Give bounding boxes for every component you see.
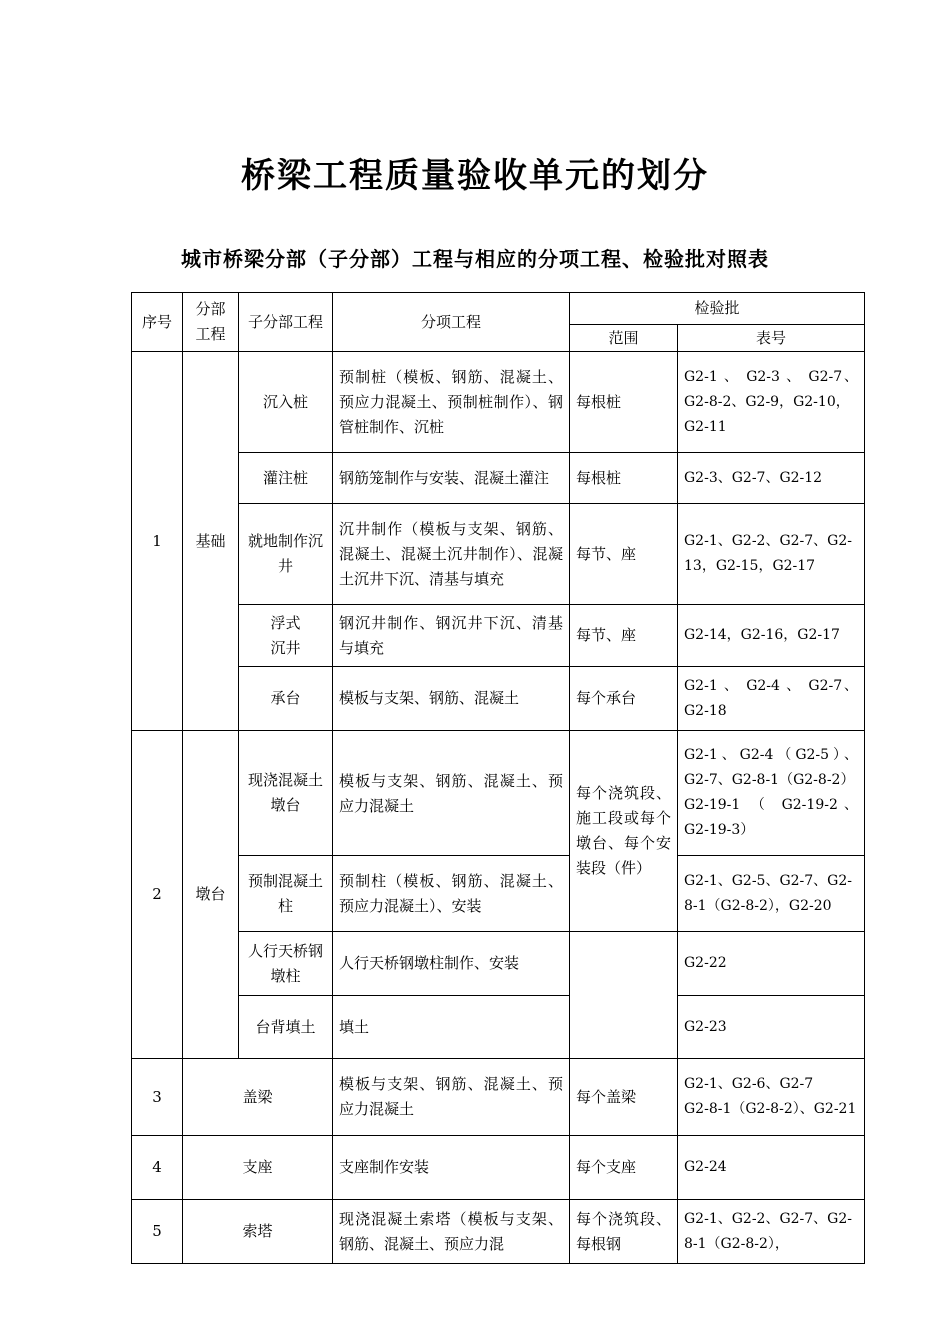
row-form: G2-1、G2-2、G2-7、G2-13，G2-15，G2-17 xyxy=(678,504,865,605)
row-scope: 每个浇筑段、每根钢 xyxy=(570,1200,678,1264)
row-item: 人行天桥钢墩柱制作、安装 xyxy=(333,932,570,996)
row-subdivision: 预制混凝土柱 xyxy=(239,856,333,932)
row-item: 现浇混凝土索塔（模板与支架、钢筋、混凝土、预应力混 xyxy=(333,1200,570,1264)
header-form: 表号 xyxy=(678,325,865,352)
row-no: 2 xyxy=(132,731,183,1059)
row-form: G2-24 xyxy=(678,1136,865,1200)
row-division: 墩台 xyxy=(183,731,239,1059)
row-scope-empty xyxy=(570,996,678,1059)
row-item: 模板与支架、钢筋、混凝土、预应力混凝土 xyxy=(333,731,570,856)
row-form: G2-1、G2-4（G2-5）、G2-7、G2-8-1（G2-8-2） G2-19-1 （ G2-19-2、G2-19-3） xyxy=(678,731,865,856)
row-scope: 每个承台 xyxy=(570,667,678,731)
row-subdivision: 浮式 沉井 xyxy=(239,605,333,667)
header-item: 分项工程 xyxy=(333,293,570,352)
row-item: 支座制作安装 xyxy=(333,1136,570,1200)
header-batch: 检验批 xyxy=(570,293,865,325)
table-row xyxy=(132,996,865,1059)
row-division: 基础 xyxy=(183,352,239,731)
row-no: 4 xyxy=(132,1136,183,1200)
row-scope-empty xyxy=(570,932,678,996)
row-division: 支座 xyxy=(183,1136,333,1200)
row-scope: 每节、座 xyxy=(570,605,678,667)
table-row xyxy=(132,1136,865,1200)
header-subdivision: 子分部工程 xyxy=(239,293,333,352)
row-form: G2-1 、 G2-3 、 G2-7、G2-8-2、G2-9，G2-10， G2-11 xyxy=(678,352,865,453)
row-no: 5 xyxy=(132,1200,183,1264)
table-row xyxy=(132,856,865,932)
row-form: G2-1、G2-6、G2-7 G2-8-1（G2-8-2）、G2-21 xyxy=(678,1059,865,1136)
table-row xyxy=(132,1059,865,1136)
division-table xyxy=(131,292,865,1264)
row-scope: 每个支座 xyxy=(570,1136,678,1200)
row-item: 模板与支架、钢筋、混凝土 xyxy=(333,667,570,731)
row-form: G2-22 xyxy=(678,932,865,996)
row-division: 盖梁 xyxy=(183,1059,333,1136)
row-scope: 每节、座 xyxy=(570,504,678,605)
row-item: 沉井制作（模板与支架、钢筋、混凝土、混凝土沉井制作）、混凝土沉井下沉、清基与填充 xyxy=(333,504,570,605)
row-no: 3 xyxy=(132,1059,183,1136)
row-subdivision: 就地制作沉井 xyxy=(239,504,333,605)
row-form: G2-1、G2-2、G2-7、G2-8-1（G2-8-2）， xyxy=(678,1200,865,1264)
header-scope: 范围 xyxy=(570,325,678,352)
row-scope: 每个浇筑段、施工段或每个墩台、每个安装段（件） xyxy=(570,731,678,932)
table-row xyxy=(132,453,865,504)
table-row xyxy=(132,667,865,731)
row-form: G2-14，G2-16，G2-17 xyxy=(678,605,865,667)
row-item: 填土 xyxy=(333,996,570,1059)
table-row xyxy=(132,932,865,996)
row-subdivision: 人行天桥钢墩柱 xyxy=(239,932,333,996)
row-scope: 每根桩 xyxy=(570,352,678,453)
row-division: 索塔 xyxy=(183,1200,333,1264)
table-row xyxy=(132,352,865,453)
row-form: G2-3、G2-7、G2-12 xyxy=(678,453,865,504)
row-form: G2-23 xyxy=(678,996,865,1059)
table-row xyxy=(132,1200,865,1264)
table-row xyxy=(132,731,865,856)
row-subdivision: 沉入桩 xyxy=(239,352,333,453)
row-no: 1 xyxy=(132,352,183,731)
row-subdivision: 现浇混凝土墩台 xyxy=(239,731,333,856)
header-division: 分部工程 xyxy=(183,293,239,352)
row-scope: 每个盖梁 xyxy=(570,1059,678,1136)
row-form: G2-1、G2-5、G2-7、G2-8-1（G2-8-2），G2-20 xyxy=(678,856,865,932)
header-no: 序号 xyxy=(132,293,183,352)
row-subdivision: 台背填土 xyxy=(239,996,333,1059)
row-subdivision: 承台 xyxy=(239,667,333,731)
page-title: 桥梁工程质量验收单元的划分 xyxy=(241,156,709,196)
row-item: 预制柱（模板、钢筋、混凝土、预应力混凝土）、安装 xyxy=(333,856,570,932)
row-form: G2-1 、 G2-4 、 G2-7、G2-18 xyxy=(678,667,865,731)
row-scope: 每根桩 xyxy=(570,453,678,504)
table-row xyxy=(132,504,865,605)
row-item: 钢筋笼制作与安装、混凝土灌注 xyxy=(333,453,570,504)
row-subdivision: 灌注桩 xyxy=(239,453,333,504)
row-item: 钢沉井制作、钢沉井下沉、清基与填充 xyxy=(333,605,570,667)
row-item: 模板与支架、钢筋、混凝土、预应力混凝土 xyxy=(333,1059,570,1136)
row-item: 预制桩（模板、钢筋、混凝土、预应力混凝土、预制桩制作）、钢管桩制作、沉桩 xyxy=(333,352,570,453)
table-subtitle: 城市桥梁分部（子分部）工程与相应的分项工程、检验批对照表 xyxy=(181,247,769,271)
table-row xyxy=(132,605,865,667)
